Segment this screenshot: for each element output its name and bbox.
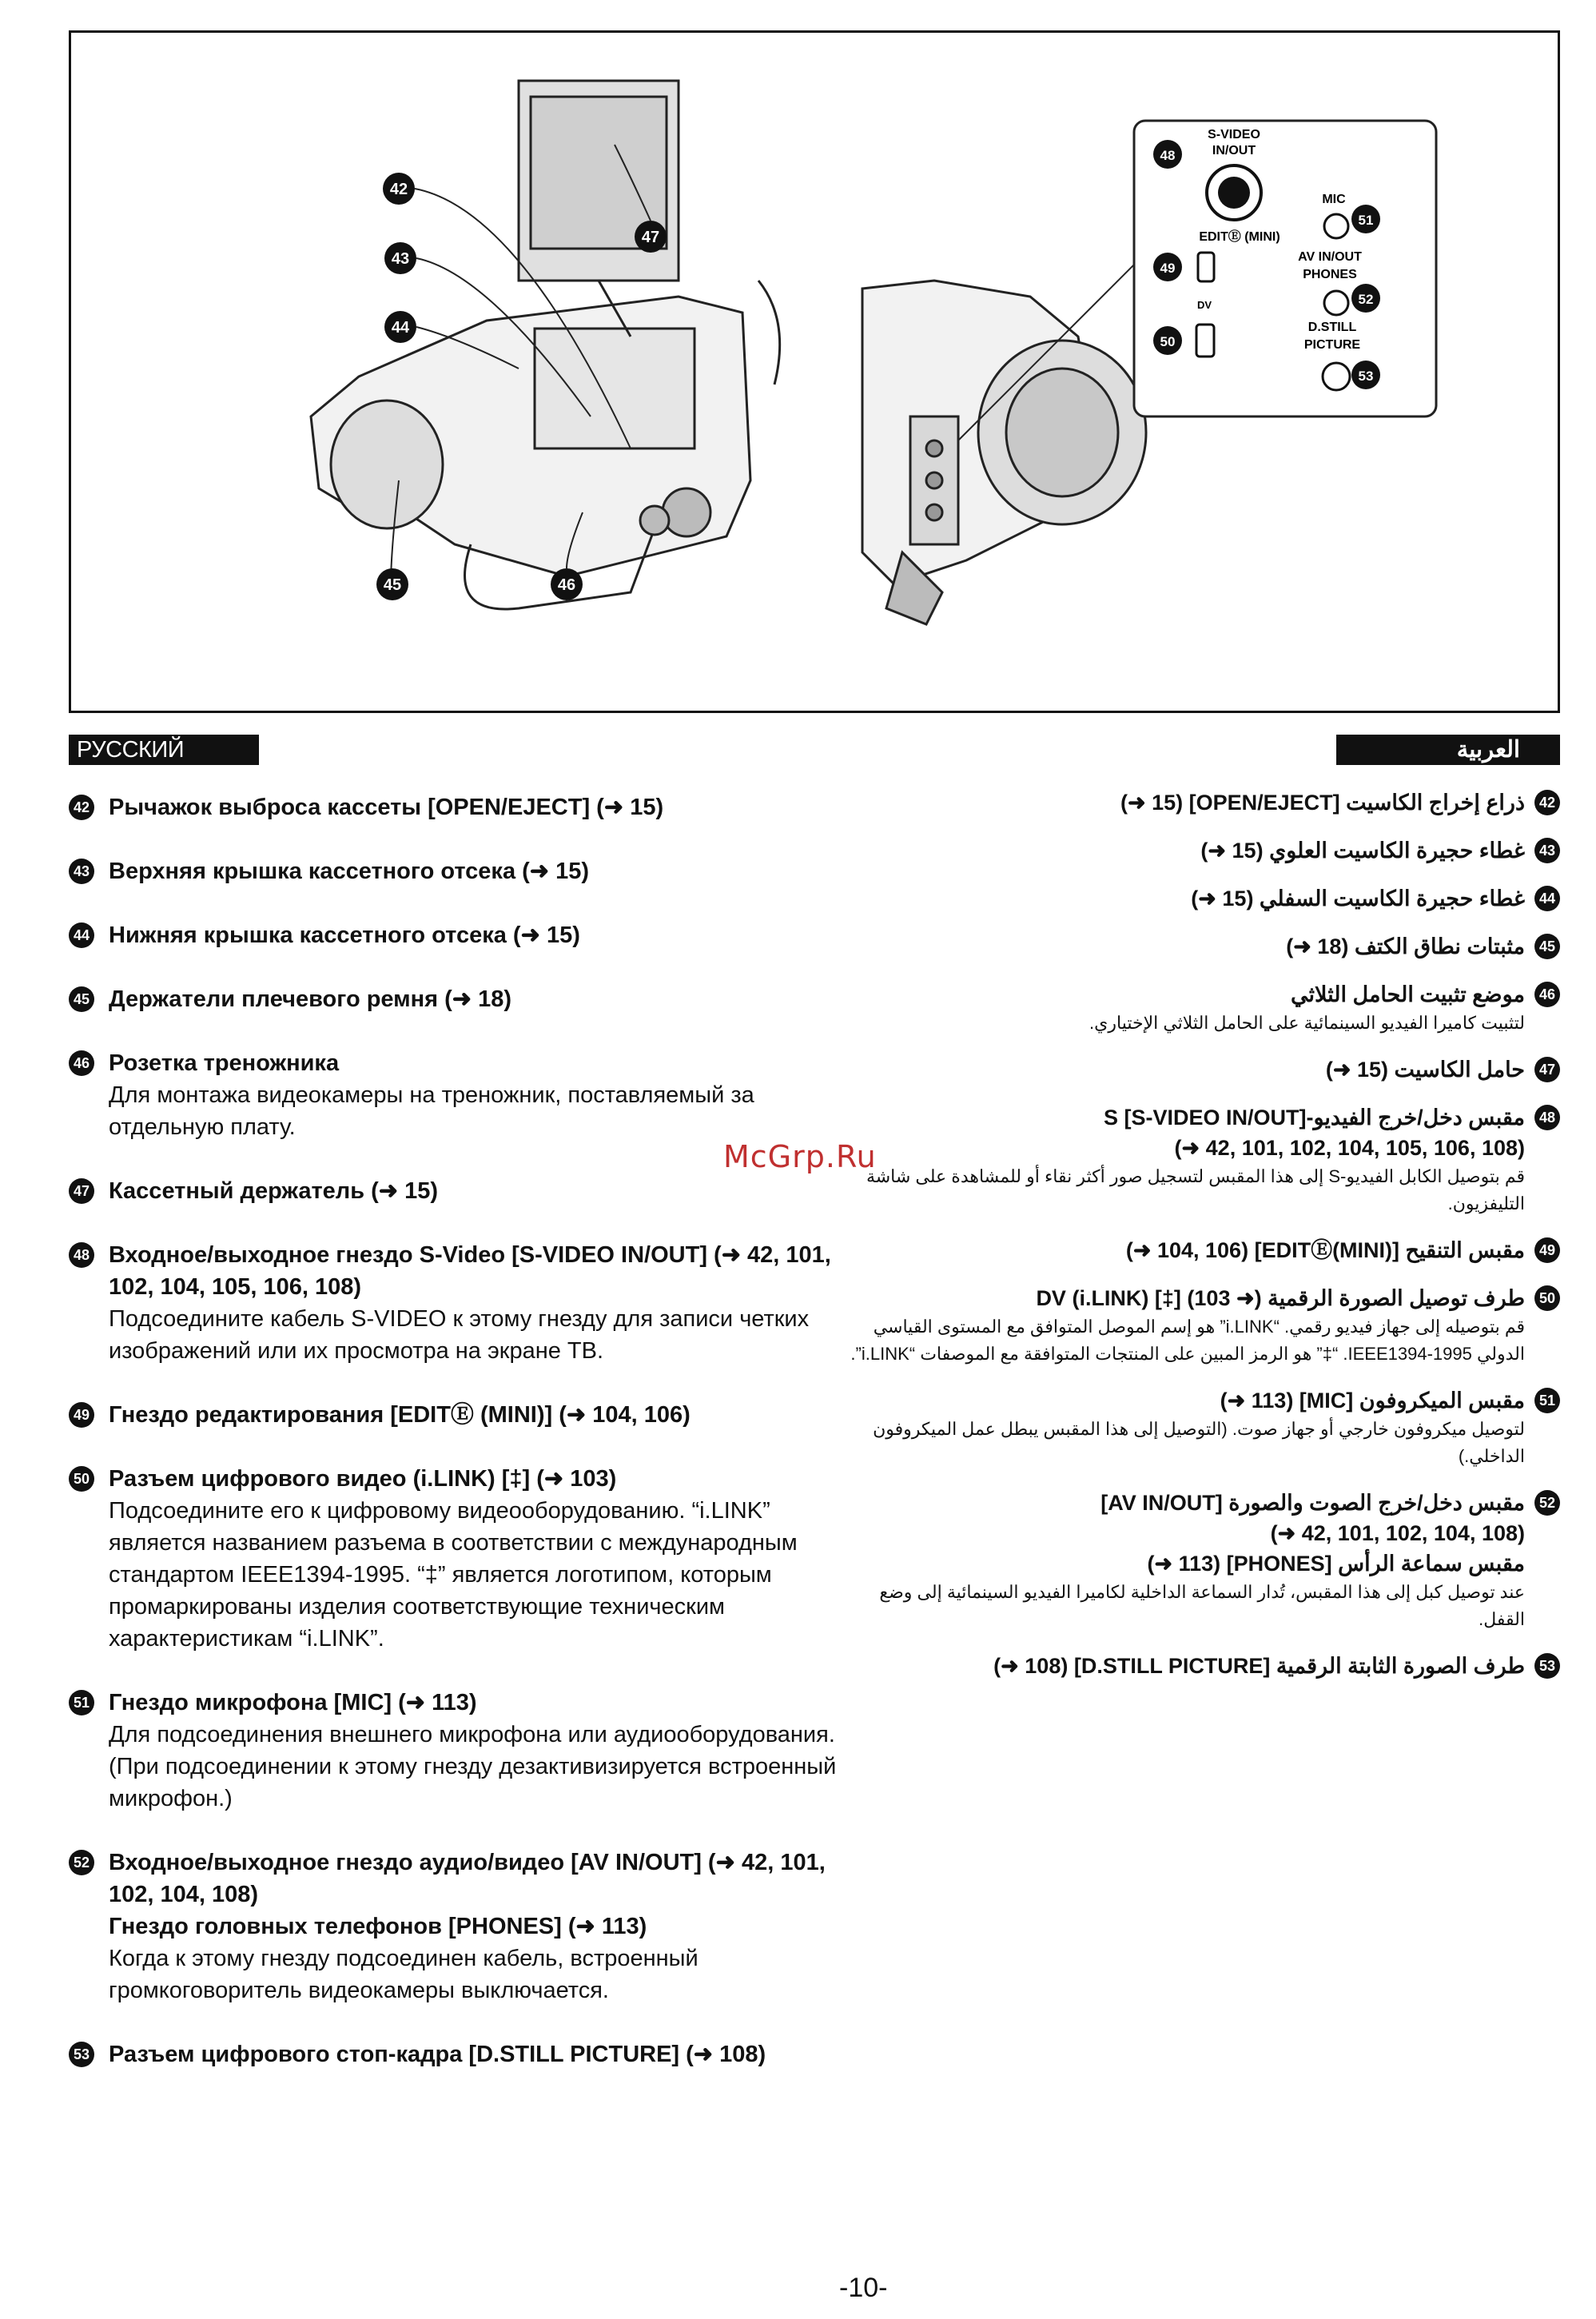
callout-45: 45 (383, 576, 402, 594)
ru-item-title: Входное/выходное гнездо S-Video [S-VIDEO IN/OUT] (➜ 42, 101, 102, 104, 105, 106, 108) (109, 1242, 831, 1300)
ru-item-description: Когда к этому гнезду подсоединен кабель, встроенный громкоговоритель видеокамеры выключается. (109, 1946, 698, 2003)
ar-item-45 (839, 931, 1560, 962)
item-number-badge: 45 (1534, 934, 1560, 959)
watermark-text: McGrp.Ru (723, 1139, 877, 1174)
callout-53: 53 (1358, 369, 1374, 384)
ru-item-title: Розетка треножника (109, 1050, 340, 1076)
ar-item-52 (839, 1488, 1560, 1633)
item-number-badge: 43 (69, 859, 94, 884)
ar-item-description: قم بتوصيل الكابل الفيديو-S إلى هذا المقبس لتسجيل صور أكثر نقاء أو للمشاهدة على شاشة التليفزيون. (866, 1166, 1525, 1213)
item-number-badge: 43 (1534, 838, 1560, 863)
picture-label: PICTURE (1303, 338, 1361, 352)
ar-item-47 (839, 1054, 1560, 1085)
ar-item-42 (839, 787, 1560, 818)
callout-47: 47 (641, 229, 660, 246)
ru-item-title: Разъем цифрового видео (i.LINK) [‡] (➜ 103) (109, 1466, 617, 1492)
ar-item-title: مقبس دخل/خرج الفيديو-S [S-VIDEO IN/OUT] (1103, 1106, 1525, 1130)
dstill-jack (1323, 363, 1350, 390)
ru-item-44 (69, 919, 868, 951)
item-number-badge: 49 (1534, 1237, 1560, 1263)
mic-label: MIC (1322, 193, 1346, 206)
ar-item-description: عند توصيل كبل إلى هذا المقبس، تُدار السماعة الداخلية لكاميرا الفيديو السينمائية إلى وضع القفل. (879, 1582, 1525, 1629)
item-number-badge: 48 (69, 1242, 94, 1268)
edit-jack (1198, 253, 1214, 281)
ru-item-title: Разъем цифрового стоп-кадра [D.STILL PICTURE] (➜ 108) (109, 2042, 766, 2067)
ar-item-subtitle: (➜ 42, 101, 102, 104, 105, 106, 108) (1174, 1136, 1525, 1160)
item-number-badge: 53 (69, 2042, 94, 2067)
item-number-badge: 47 (69, 1178, 94, 1204)
camcorder-left-drawing (311, 81, 780, 609)
camcorder-illustration (71, 33, 1558, 711)
item-number-badge: 46 (69, 1050, 94, 1076)
svideo-label: S-VIDEO (1208, 128, 1260, 141)
edit-label: EDITⒺ (MINI) (1199, 230, 1280, 244)
ar-item-title: مقبس التنقيح [EDITⒺ(MINI)] (104, 106 ➜) (1125, 1238, 1525, 1262)
av-jack (1324, 291, 1348, 315)
ar-item-title: طرف توصيل الصورة الرقمية DV (i.LINK) [‡] (103 ➜) (1036, 1286, 1525, 1310)
callout-52: 52 (1358, 292, 1374, 307)
item-number-badge: 52 (1534, 1490, 1560, 1516)
item-number-badge: 48 (1534, 1105, 1560, 1130)
ar-item-title: غطاء حجيرة الكاسيت السفلي (15 ➜) (1191, 887, 1525, 910)
ar-item-49 (839, 1235, 1560, 1265)
callout-46: 46 (557, 576, 576, 594)
item-number-badge: 46 (1534, 982, 1560, 1007)
item-number-badge: 44 (1534, 886, 1560, 911)
russian-section-header: РУССКИЙ ЯЗЫК (69, 735, 259, 765)
ru-item-description: Подсоедините его к цифровому видеооборудованию. “i.LINK” является названием разъема в соответствии с международным стандартом IEEE1394-1995. “‡” является логотипом, которым промаркированы изделия соответствующие техническим характеристикам “i.LINK”. (109, 1498, 798, 1652)
ru-item-51 (69, 1687, 868, 1815)
ar-item-title: طرف الصورة الثابتة الرقمية [D.STILL PICTURE] (108 ➜) (993, 1654, 1525, 1678)
ar-item-title: حامل الكاسيت (15 ➜) (1325, 1058, 1525, 1082)
item-number-badge: 47 (1534, 1057, 1560, 1082)
russian-column (69, 791, 868, 2102)
item-number-badge: 53 (1534, 1653, 1560, 1679)
dstill-label: D.STILL (1307, 321, 1357, 334)
callout-48: 48 (1160, 148, 1176, 163)
dv-label: DV (1196, 299, 1212, 311)
ru-item-43 (69, 855, 868, 887)
ar-item-46 (839, 979, 1560, 1037)
ar-item-50 (839, 1283, 1560, 1368)
camcorder-figure (69, 30, 1560, 713)
ru-item-49 (69, 1399, 868, 1431)
ru-item-48 (69, 1239, 868, 1367)
item-number-badge: 44 (69, 922, 94, 948)
item-number-badge: 45 (69, 986, 94, 1012)
ru-item-description: Для подсоединения внешнего микрофона или аудиооборудования. (При подсоединении к этому гнезду дезактивизируется встроенный микрофон.) (109, 1722, 837, 1811)
ar-item-title: مقبس دخل/خرج الصوت والصورة [AV IN/OUT] (1100, 1491, 1525, 1515)
item-number-badge: 42 (1534, 790, 1560, 815)
callout-50: 50 (1160, 334, 1176, 349)
item-number-badge: 51 (69, 1690, 94, 1715)
ar-item-51 (839, 1385, 1560, 1470)
callout-51: 51 (1358, 213, 1374, 228)
ar-item-48 (839, 1102, 1560, 1217)
ar-item-title: غطاء حجيرة الكاسيت العلوي (15 ➜) (1200, 839, 1525, 863)
callout-44: 44 (391, 319, 410, 337)
ru-item-title: Верхняя крышка кассетного отсека (➜ 15) (109, 859, 590, 884)
ar-item-title: مثبتات نطاق الكتف (18 ➜) (1286, 934, 1525, 958)
ru-item-description: Подсоедините кабель S-VIDEO к этому гнезду для записи четких изображений или их просмотра на экране ТВ. (109, 1306, 810, 1364)
ru-item-title: Входное/выходное гнездо аудио/видео [AV IN/OUT] (➜ 42, 101, 102, 104, 108) (109, 1850, 826, 1907)
item-number-badge: 50 (1534, 1285, 1560, 1311)
item-number-badge: 50 (69, 1466, 94, 1492)
ru-item-53 (69, 2038, 868, 2070)
mic-jack (1324, 214, 1348, 238)
arabic-section-header: العربية (1336, 735, 1560, 765)
ar-item-description: لتثبيت كاميرا الفيديو السينمائية على الحامل الثلاثي الإختياري. (1089, 1013, 1525, 1033)
ru-item-title: Кассетный держатель (➜ 15) (109, 1178, 439, 1204)
ar-item-title: مقبس الميكروفون [MIC] (113 ➜) (1220, 1389, 1525, 1413)
ru-item-46 (69, 1047, 868, 1143)
callout-49: 49 (1160, 261, 1176, 276)
ru-item-title: Держатели плечевого ремня (➜ 18) (109, 986, 512, 1012)
camcorder-right-drawing (862, 281, 1146, 624)
callout-42: 42 (389, 181, 408, 198)
item-number-badge: 52 (69, 1850, 94, 1875)
ru-item-45 (69, 983, 868, 1015)
item-number-badge: 51 (1534, 1388, 1560, 1413)
ru-item-title: Рычажок выброса кассеты [OPEN/EJECT] (➜ 15) (109, 795, 664, 820)
item-number-badge: 42 (69, 795, 94, 820)
ru-item-title: Гнездо микрофона [MIC] (➜ 113) (109, 1690, 477, 1715)
ru-item-title: Нижняя крышка кассетного отсека (➜ 15) (109, 922, 580, 948)
svideo-label-2: IN/OUT (1212, 144, 1256, 157)
ar-item-description: لتوصيل ميكروفون خارجي أو جهاز صوت. (التوصيل إلى هذا المقبس يبطل عمل الميكروفون الداخلي.) (873, 1419, 1525, 1466)
ar-item-title: ذراع إخراج الكاسيت [OPEN/EJECT] (15 ➜) (1120, 791, 1525, 815)
ar-item-subtitle-2: مقبس سماعة الرأس [PHONES] (113 ➜) (1147, 1552, 1525, 1576)
ru-item-47 (69, 1175, 868, 1207)
ar-item-53 (839, 1651, 1560, 1681)
ru-item-42 (69, 791, 868, 823)
ar-item-description: قم بتوصيله إلى جهاز فيديو رقمي. “i.LINK” هو إسم الموصل المتوافق مع المستوى القياسي الدولي IEEE1394-1995. “‡” هو الرمز المبين على المنتجات المتوافقة مع الموصفات “i.LINK”. (850, 1317, 1525, 1364)
phones-label: PHONES (1303, 268, 1357, 281)
ar-item-subtitle: (➜ 42, 101, 102, 104, 108) (1270, 1521, 1525, 1545)
page-number: -10- (839, 2273, 888, 2303)
ru-item-title: Гнездо редактирования [EDITⒺ (MINI)] (➜ 104, 106) (109, 1402, 691, 1428)
ru-item-subtitle: Гнездо головных телефонов [PHONES] (➜ 113) (109, 1914, 647, 1939)
ru-item-52 (69, 1847, 868, 2006)
ar-item-title: موضع تثبيت الحامل الثلاثي (1291, 982, 1525, 1006)
dv-jack (1196, 325, 1214, 357)
arabic-column (839, 787, 1560, 1699)
ar-item-43 (839, 835, 1560, 866)
item-number-badge: 49 (69, 1402, 94, 1428)
av-label: AV IN/OUT (1298, 250, 1362, 264)
ru-item-50 (69, 1463, 868, 1655)
callout-43: 43 (391, 250, 410, 268)
ru-item-description: Для монтажа видеокамеры на треножник, поставляемый за отдельную плату. (109, 1082, 754, 1140)
ar-item-44 (839, 883, 1560, 914)
